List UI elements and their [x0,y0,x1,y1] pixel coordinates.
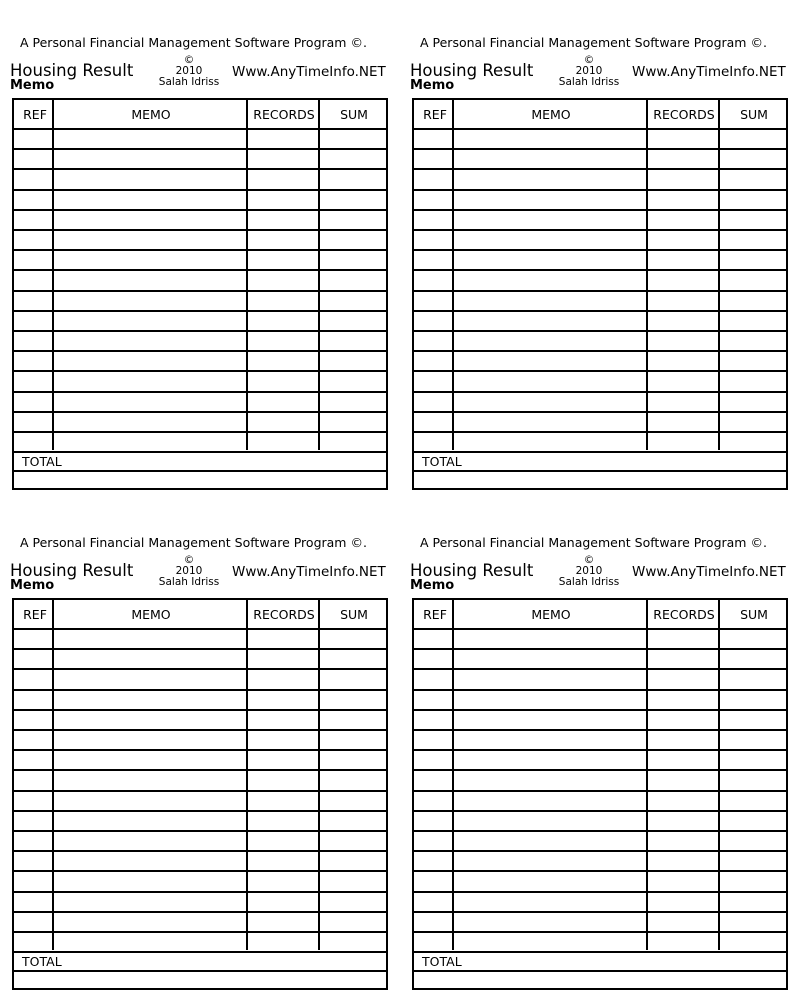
row-line [14,729,386,731]
row-line [414,269,786,271]
row-line [414,350,786,352]
row-line [414,391,786,393]
row-line [414,470,786,472]
row-line [14,850,386,852]
copyright-symbol: © [183,54,195,66]
row-line [14,370,386,372]
row-line [14,290,386,292]
row-line [14,209,386,211]
row-line [14,769,386,771]
website-url: Www.AnyTimeInfo.NET [632,564,786,580]
form-subtitle: Memo [410,78,455,93]
row-line [14,148,386,150]
column-header: MEMO [131,607,171,622]
column-divider [52,600,54,950]
author-name: Salah Idriss [158,576,220,588]
copyright-year: 2010 [175,65,203,77]
row-line [414,431,786,433]
website-url: Www.AnyTimeInfo.NET [232,64,386,80]
row-line [14,648,386,650]
website-url: Www.AnyTimeInfo.NET [632,64,786,80]
column-header: REF [23,607,47,622]
program-line: A Personal Financial Management Software Program ©. [20,35,367,50]
row-line [414,951,786,953]
row-line [14,830,386,832]
row-line [14,709,386,711]
row-line [14,790,386,792]
row-line [14,391,386,393]
copyright-block [553,555,625,588]
row-line [414,648,786,650]
column-divider [246,600,248,950]
row-line [414,148,786,150]
row-line [14,350,386,352]
row-line [14,451,386,453]
copyright-symbol: © [183,554,195,566]
column-header: RECORDS [653,607,715,622]
row-line [414,330,786,332]
row-line [414,290,786,292]
row-line [414,931,786,933]
column-header: SUM [740,607,768,622]
memo-form [10,500,388,969]
website-url: Www.AnyTimeInfo.NET [232,564,386,580]
memo-table [412,598,788,990]
column-header: RECORDS [253,607,315,622]
row-line [14,931,386,933]
memo-table [12,598,388,990]
row-line [14,970,386,972]
author-name: Salah Idriss [558,76,620,88]
copyright-symbol: © [583,54,595,66]
column-header: RECORDS [653,107,715,122]
column-divider [318,600,320,950]
row-line [14,431,386,433]
column-header: MEMO [531,607,571,622]
copyright-year: 2010 [575,565,603,577]
program-line: A Personal Financial Management Software Program ©. [20,535,367,550]
row-line [414,709,786,711]
copyright-symbol: © [583,554,595,566]
row-line [14,249,386,251]
row-line [14,269,386,271]
column-divider [318,100,320,450]
row-line [414,628,786,630]
column-header: MEMO [131,107,171,122]
form-title: Housing Result [410,561,534,580]
memo-table [412,98,788,490]
memo-form [10,0,388,469]
column-divider [718,100,720,450]
row-line [414,411,786,413]
row-line [14,128,386,130]
row-line [414,189,786,191]
row-line [14,810,386,812]
copyright-block [153,55,225,88]
author-name: Salah Idriss [558,576,620,588]
total-label: TOTAL [422,454,462,469]
form-subtitle: Memo [410,578,455,593]
row-line [14,870,386,872]
column-header: REF [23,107,47,122]
column-divider [452,600,454,950]
copyright-year: 2010 [175,565,203,577]
form-subtitle: Memo [10,578,55,593]
row-line [14,189,386,191]
row-line [414,249,786,251]
row-line [414,790,786,792]
row-line [414,168,786,170]
row-line [414,128,786,130]
row-line [414,451,786,453]
row-line [14,310,386,312]
row-line [14,168,386,170]
column-header: RECORDS [253,107,315,122]
row-line [414,911,786,913]
column-header: SUM [340,107,368,122]
column-divider [246,100,248,450]
row-line [414,668,786,670]
column-header: REF [423,607,447,622]
row-line [14,891,386,893]
program-line: A Personal Financial Management Software Program ©. [420,35,767,50]
memo-form [410,500,788,969]
row-line [14,330,386,332]
row-line [414,310,786,312]
row-line [414,689,786,691]
row-line [414,729,786,731]
form-title: Housing Result [10,561,134,580]
column-divider [52,100,54,450]
column-header: SUM [340,607,368,622]
row-line [14,911,386,913]
author-name: Salah Idriss [158,76,220,88]
column-divider [452,100,454,450]
column-divider [646,100,648,450]
row-line [414,769,786,771]
form-subtitle: Memo [10,78,55,93]
column-header: MEMO [531,107,571,122]
row-line [14,668,386,670]
row-line [14,229,386,231]
column-divider [718,600,720,950]
copyright-block [153,555,225,588]
memo-form [410,0,788,469]
row-line [414,891,786,893]
row-line [14,628,386,630]
row-line [414,830,786,832]
row-line [414,370,786,372]
row-line [14,749,386,751]
row-line [14,951,386,953]
memo-table [12,98,388,490]
row-line [414,229,786,231]
copyright-year: 2010 [575,65,603,77]
total-label: TOTAL [22,454,62,469]
row-line [414,810,786,812]
copyright-block [553,55,625,88]
row-line [414,749,786,751]
row-line [414,870,786,872]
row-line [14,470,386,472]
total-label: TOTAL [422,954,462,969]
row-line [414,209,786,211]
total-label: TOTAL [22,954,62,969]
form-title: Housing Result [10,61,134,80]
form-title: Housing Result [410,61,534,80]
row-line [414,970,786,972]
row-line [414,850,786,852]
row-line [14,689,386,691]
column-header: SUM [740,107,768,122]
program-line: A Personal Financial Management Software Program ©. [420,535,767,550]
row-line [14,411,386,413]
column-divider [646,600,648,950]
column-header: REF [423,107,447,122]
